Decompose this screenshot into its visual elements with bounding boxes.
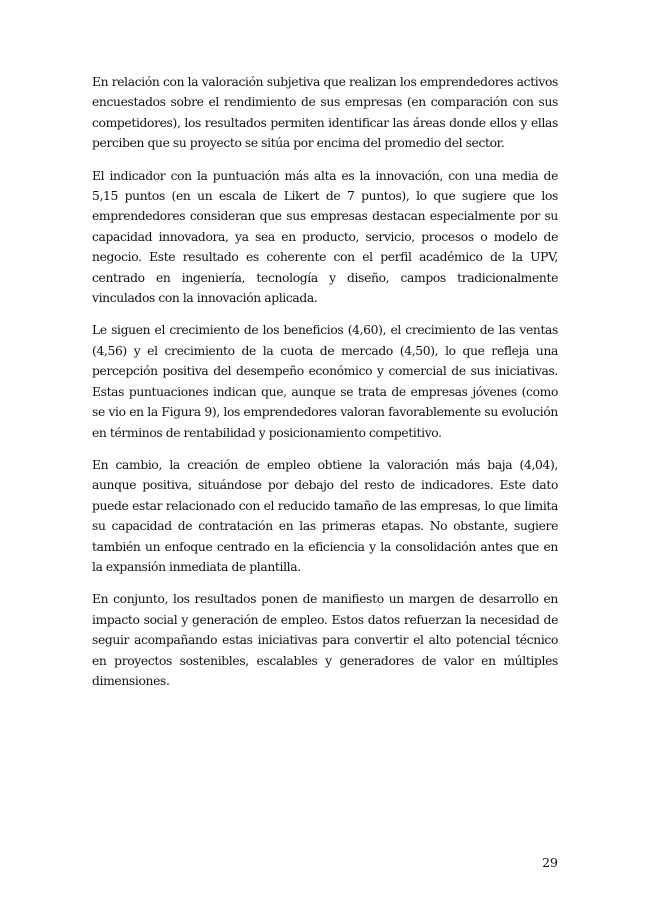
page-body: [92, 72, 558, 703]
paragraph-subjective-valuation: En relación con la valoración subjetiva que realizan los emprendedores activos encuestados sobre el rendimiento de sus empresas (en comparación con sus competidores), los resultados permiten identificar las áreas donde ellos y ellas perciben que su proyecto se sitúa por encima del promedio del sector.: [92, 75, 558, 151]
page-number: 29: [542, 855, 558, 870]
paragraph-conclusion: En conjunto, los resultados ponen de manifiesto un margen de desarrollo en impacto social y generación de empleo. Estos datos refuerzan la necesidad de seguir acompañando estas iniciativas para convertir el alto potencial técnico en proyectos sostenibles, escalables y generadores de valor en múltiples dimensiones.: [92, 592, 558, 688]
paragraph-employment-creation: En cambio, la creación de empleo obtiene la valoración más baja (4,04), aunque positiva, situándose por debajo del resto de indicadores. Este dato puede estar relacionado con el reducido tamaño de las empresas, lo que limita su capacidad de contratación en las primeras etapas. No obstante, sugiere también un enfoque centrado en la eficiencia y la consolidación antes que en la expansión inmediata de plantilla.: [92, 457, 558, 574]
paragraph-innovation-indicator: El indicador con la puntuación más alta es la innovación, con una media de 5,15 puntos (en un escala de Likert de 7 puntos), lo que sugiere que los emprendedores consideran que sus empresas destacan especialmente por su capacidad innovadora, ya sea en producto, servicio, procesos o modelo de negocio. Este resultado es coherente con el perfil académico de la UPV, centrado en ingeniería, tecnología y diseño, campos tradicionalmente vinculados con la innovación aplicada.: [92, 168, 558, 306]
paragraph-growth-indicators: Le siguen el crecimiento de los beneficios (4,60), el crecimiento de las ventas (4,56) y el crecimiento de la cuota de mercado (4,50), lo que refleja una percepción positiva del desempeño económico y comercial de sus iniciativas. Estas puntuaciones indican que, aunque se trata de empresas jóvenes (como se vio en la Figura 9), los emprendedores valoran favorablemente su evolución en términos de rentabilidad y posicionamiento competitivo.: [92, 323, 558, 440]
